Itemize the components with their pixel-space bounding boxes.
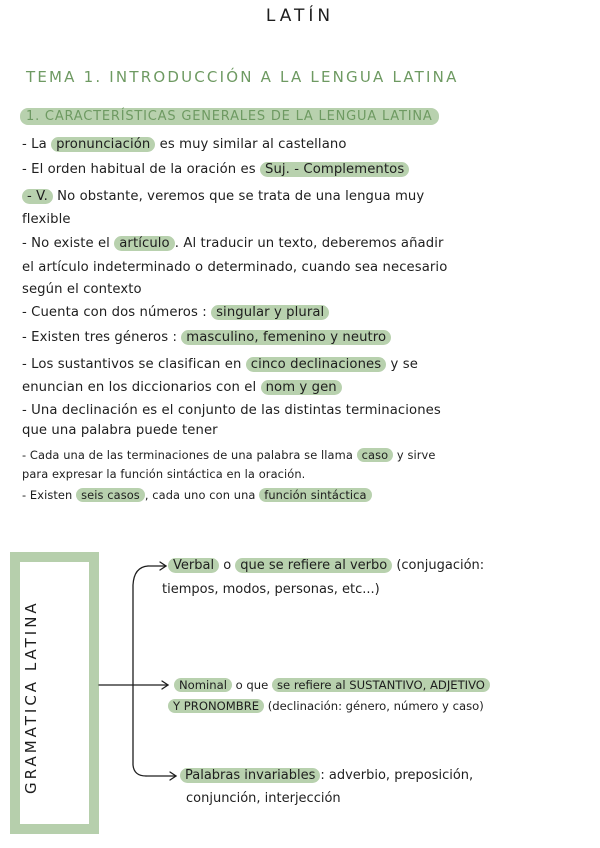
branch-verbal: Verbal o que se refiere al verbo (conjugación: [168, 556, 484, 576]
page-title: LATÍN [265, 6, 335, 26]
branch-invariable: Palabras invariables : adverbio, preposición, [180, 766, 473, 786]
bullet-article-cont2: según el contexto [22, 282, 142, 297]
bullet-article: - No existe el artículo . Al traducir un texto, deberemos añadir [22, 236, 444, 251]
topic-heading: TEMA 1. INTRODUCCIÓN A LA LENGUA LATINA [26, 68, 459, 86]
section-heading-text: 1. CARACTERÍSTICAS GENERALES DE LA LENGUA LATINA [20, 108, 439, 125]
bullet-declension-def-cont: que una palabra puede tener [22, 423, 218, 438]
bullet-pronunciation: - La pronunciación es muy similar al castellano [22, 137, 347, 152]
bullet-article-cont: el artículo indeterminado o determinado, cuando sea necesario [22, 260, 448, 275]
branch-nominal: Nominal o que se refiere al SUSTANTIVO, ADJETIVO [174, 675, 490, 695]
diagram-root-label: GRAMATICA LATINA [22, 600, 40, 794]
bullet-case-cont: para expresar la función sintáctica en la oración. [22, 467, 306, 481]
branch-nominal-line2: Y PRONOMBRE (declinación: género, número y caso) [168, 696, 484, 716]
bullet-declensions: - Los sustantivos se clasifican en cinco declinaciones y se [22, 357, 418, 372]
bullet-six-cases: - Existen seis casos , cada uno con una función sintáctica [22, 485, 372, 505]
bullet-flexible: - V. No obstante, veremos que se trata de una lengua muy [22, 187, 424, 207]
bullet-genders: - Existen tres géneros : masculino, femenino y neutro [22, 328, 391, 348]
bullet-word-order: - El orden habitual de la oración es Suj. - Complementos [22, 160, 409, 180]
bullet-case: - Cada una de las terminaciones de una palabra se llama caso y sirve [22, 448, 436, 462]
bullet-declensions-cont: enuncian en los diccionarios con el nom y gen [22, 378, 342, 398]
branch-verbal-line2: tiempos, modos, personas, etc...) [162, 582, 380, 597]
bullet-declension-def: - Una declinación es el conjunto de las distintas terminaciones [22, 403, 441, 418]
branch-invariable-line2: conjunción, interjección [186, 791, 341, 806]
bracket-line [133, 566, 148, 776]
bullet-flexible-cont: flexible [22, 212, 71, 227]
bullet-numbers: - Cuenta con dos números : singular y plural [22, 303, 329, 323]
